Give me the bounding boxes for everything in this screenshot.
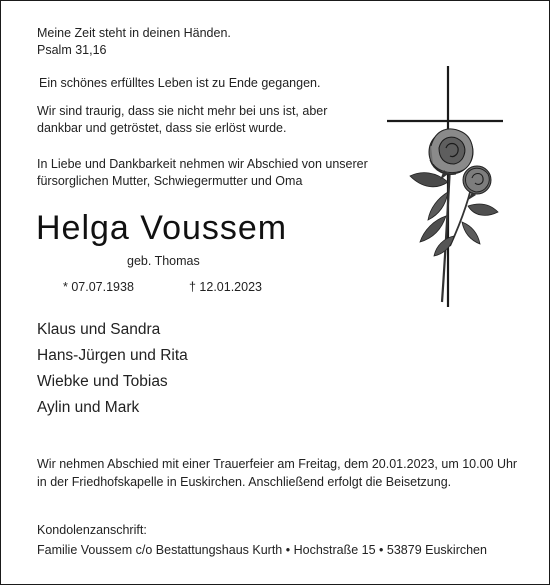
mourner-1: Klaus und Sandra — [37, 321, 161, 338]
mourner-3: Wiebke und Tobias — [37, 373, 168, 390]
cross-with-roses-icon — [384, 64, 504, 309]
death-date: † 12.01.2023 — [189, 280, 262, 294]
condolence-address: Familie Voussem c/o Bestattungshaus Kurth • Hochstraße 15 • 53879 Euskirchen — [37, 543, 487, 557]
condolence-label: Kondolenzanschrift: — [37, 523, 147, 537]
sad-line-2: dankbar und getröstet, dass sie erlöst wurde. — [37, 121, 287, 135]
deceased-name: Helga Voussem — [36, 209, 288, 247]
mourner-2: Hans-Jürgen und Rita — [37, 347, 188, 364]
verse-line-1: Meine Zeit steht in deinen Händen. — [37, 26, 231, 40]
intro-text: Ein schönes erfülltes Leben ist zu Ende gegangen. — [39, 76, 321, 90]
service-line-2: in der Friedhofskapelle in Euskirchen. Anschließend erfolgt die Beisetzung. — [37, 475, 452, 489]
farewell-line-2: fürsorglichen Mutter, Schwiegermutter und Oma — [37, 174, 303, 188]
service-line-1: Wir nehmen Abschied mit einer Trauerfeier am Freitag, dem 20.01.2023, um 10.00 Uhr — [37, 457, 518, 471]
maiden-name: geb. Thomas — [127, 254, 200, 268]
sad-line-1: Wir sind traurig, dass sie nicht mehr bei uns ist, aber — [37, 104, 328, 118]
birth-date: * 07.07.1938 — [63, 280, 134, 294]
farewell-line-1: In Liebe und Dankbarkeit nehmen wir Abschied von unserer — [37, 157, 368, 171]
verse-reference: Psalm 31,16 — [37, 43, 107, 57]
mourner-4: Aylin und Mark — [37, 399, 140, 416]
